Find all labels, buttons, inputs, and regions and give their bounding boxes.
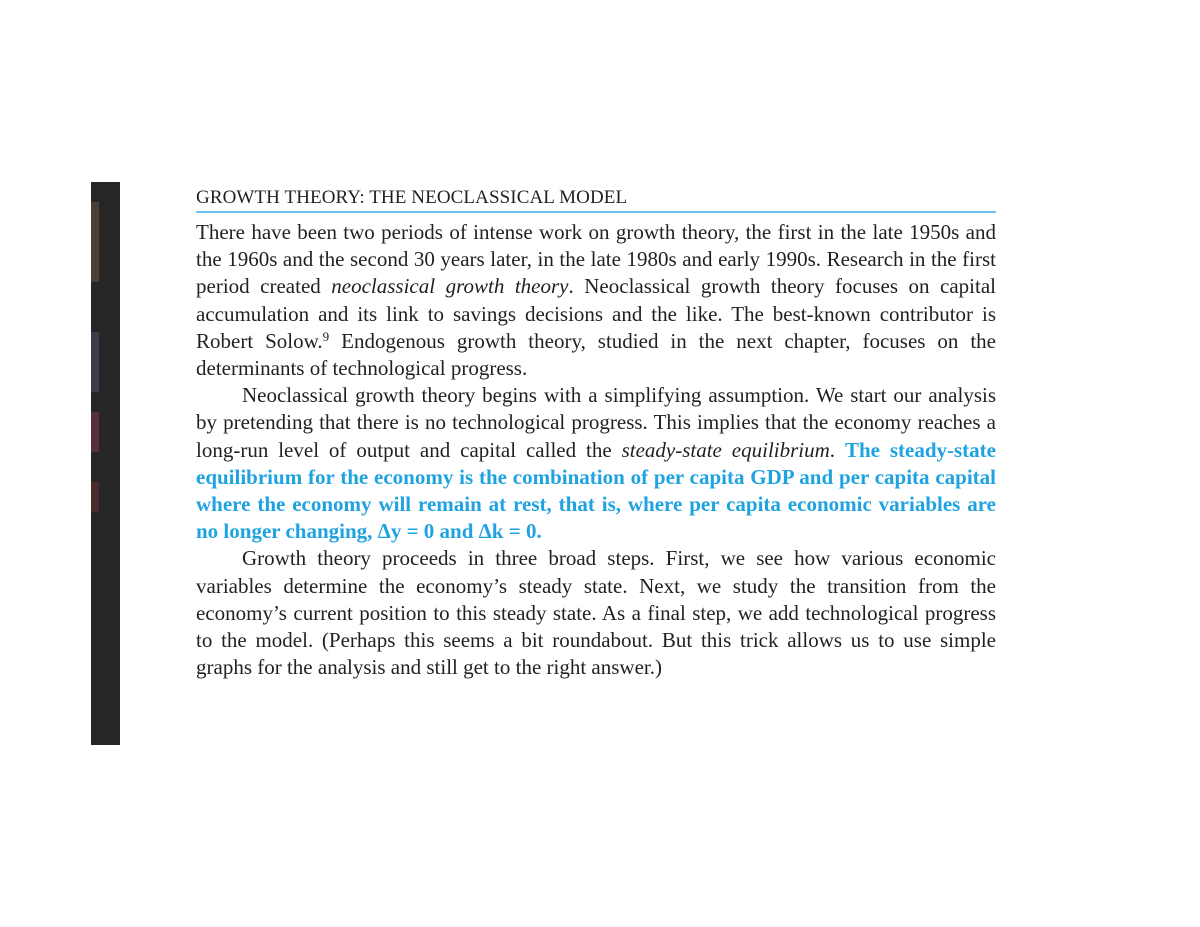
strip-artwork-fragment <box>91 482 99 512</box>
book-page <box>196 186 996 681</box>
key-term-steady-state-equilibrium: steady-state equilibrium <box>621 437 830 462</box>
paragraph-steps <box>196 545 996 681</box>
strip-artwork-fragment <box>91 202 99 282</box>
footnote-reference[interactable]: 9 <box>322 328 330 344</box>
highlighted-definition: The steady-state equilibrium for the economy is the combination of per capita GDP and per capita capital where the economy will remain at rest, that is, where per capita economic variables are no longer changing, Δy = 0 and Δk = 0. <box>196 437 996 544</box>
section-heading: GROWTH THEORY: THE NEOCLASSICAL MODEL <box>196 186 996 213</box>
paragraph-steady-state <box>196 382 996 545</box>
key-term-neoclassical-growth-theory: neoclassical growth theory <box>331 274 569 299</box>
paragraph-text: . <box>829 437 845 462</box>
strip-artwork-fragment <box>91 332 99 392</box>
strip-artwork-fragment <box>91 412 99 452</box>
paragraph-text: Neoclassical growth theory begins with a simplifying assumption. We start our analysis by pretending that there is no technological progress. This implies that the economy reaches a long-run level of output and capital called the <box>196 383 996 462</box>
paragraph-text: There have been two periods of intense work on growth theory, the first in the late 1950s and the 1960s and the second 30 years later, in the late 1980s and early 1990s. Research in the first period created <box>196 220 996 299</box>
paragraph-text: Endogenous growth theory, studied in the next chapter, focuses on the determinants of technological progress. <box>196 328 996 381</box>
paragraph-intro <box>196 219 996 382</box>
paragraph-text: . Neoclassical growth theory focuses on capital accumulation and its link to savings decisions and the like. The best-known contributor is Robert Solow. <box>196 274 996 353</box>
paragraph-text: Growth theory proceeds in three broad steps. First, we see how various economic variables determine the economy’s steady state. Next, we study the transition from the economy’s current position to this steady state. As a final step, we add technological progress to the model. (Perhaps this seems a bit roundabout. But this trick allows us to use simple graphs for the analysis and still get to the right answer.) <box>196 546 996 680</box>
reader-side-strip <box>91 182 120 745</box>
